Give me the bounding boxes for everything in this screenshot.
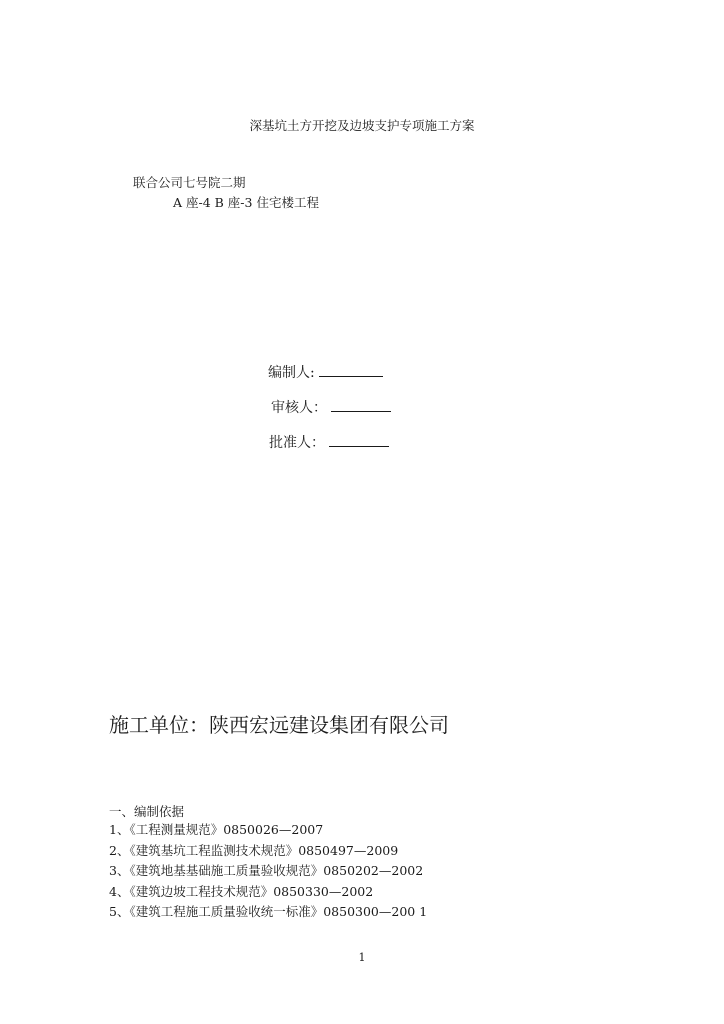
- list-item: [109, 902, 427, 923]
- project-name-line-1: 联合公司七号院二期: [133, 175, 246, 190]
- section-heading: 一、编制依据: [109, 804, 185, 819]
- page-number: 1: [358, 951, 366, 964]
- construction-unit: 施工单位：陕西宏远建设集团有限公司: [109, 713, 449, 737]
- signature-approver: [269, 432, 389, 452]
- project-name-line-2: A 座-4 B 座-3 住宅楼工程: [173, 195, 319, 210]
- list-item-number: 3、: [109, 863, 130, 878]
- basis-list: [109, 820, 427, 923]
- list-item: [109, 841, 427, 862]
- list-item-text: 《建筑基坑工程监测技术规范》0850497—2009: [129, 842, 399, 858]
- list-item-text: 《工程测量规范》0850026—2007: [129, 822, 324, 837]
- list-item: [109, 882, 427, 903]
- list-item-number: 2、: [109, 842, 130, 858]
- list-item: [109, 820, 427, 841]
- signature-compiler: [268, 362, 383, 382]
- list-item-number: 5、: [109, 904, 130, 919]
- list-item-number: 1、: [109, 822, 130, 837]
- signature-approver-label: 批准人：: [269, 435, 325, 451]
- signature-reviewer-blank: [331, 397, 391, 412]
- signature-reviewer: [271, 397, 391, 417]
- signature-approver-blank: [329, 432, 389, 447]
- signature-compiler-blank: [319, 362, 383, 377]
- list-item-text: 《建筑边坡工程技术规范》0850330—2002: [129, 883, 374, 899]
- signature-reviewer-label: 审核人：: [271, 400, 327, 416]
- list-item-text: 《建筑工程施工质量验收统一标准》0850300—200 1: [129, 904, 428, 919]
- signature-compiler-label: 编制人:: [268, 365, 315, 381]
- list-item-number: 4、: [109, 883, 130, 899]
- list-item: [109, 861, 427, 882]
- list-item-text: 《建筑地基基础施工质量验收规范》0850202—2002: [129, 863, 424, 878]
- document-title: 深基坑土方开挖及边坡支护专项施工方案: [249, 118, 475, 133]
